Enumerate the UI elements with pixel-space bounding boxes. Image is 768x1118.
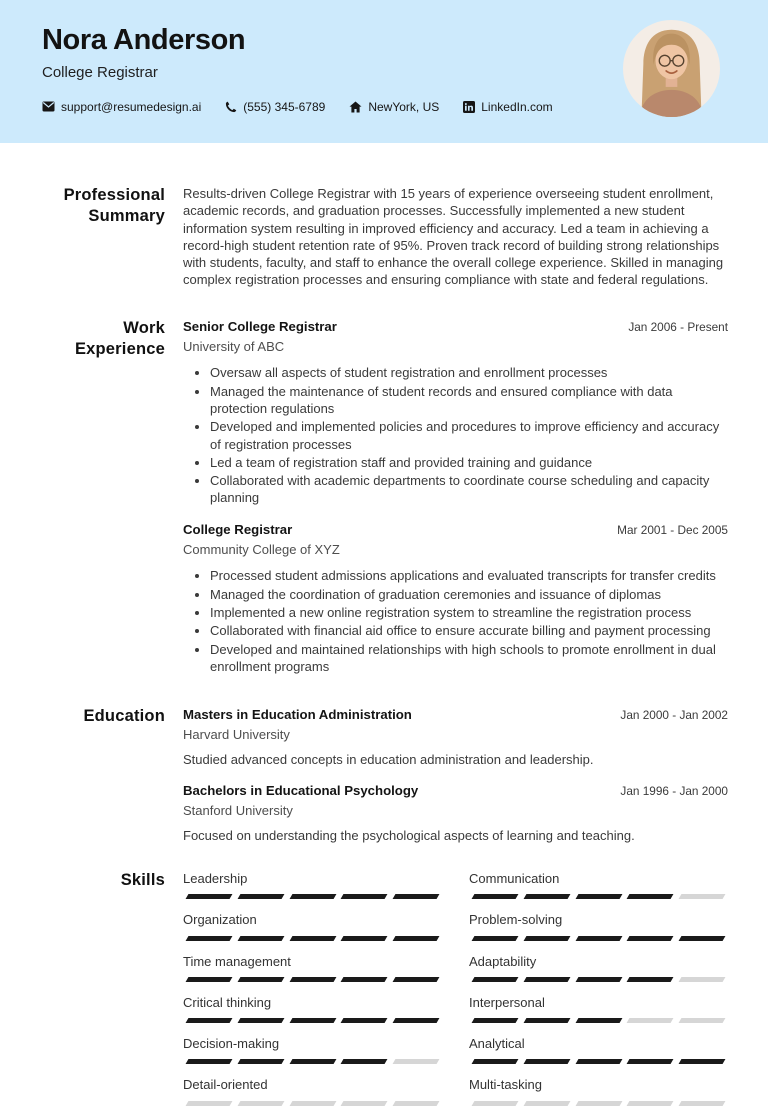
- skill-bar: [183, 1018, 442, 1023]
- skill-name: Organization: [183, 912, 257, 928]
- skill-item: [183, 870, 442, 899]
- profile-photo: [623, 20, 720, 117]
- job-bullet: • Led a team of registration staff and provided training and guidance: [210, 454, 728, 471]
- skill-segment: [627, 977, 674, 982]
- contact-phone[interactable]: [225, 100, 325, 114]
- skill-segment: [627, 1059, 674, 1064]
- skill-segment: [341, 1059, 388, 1064]
- skill-name: Adaptability: [469, 953, 537, 969]
- resume-header: [0, 0, 768, 143]
- job-entry: [183, 521, 728, 675]
- job-bullet-list: [183, 364, 728, 506]
- contact-text: LinkedIn.com: [481, 99, 553, 114]
- skill-bar: [469, 894, 728, 899]
- skill-name: Decision-making: [183, 1036, 280, 1052]
- skill-segment: [472, 894, 519, 899]
- degree-entry: [183, 706, 728, 768]
- skill-segment: [523, 936, 570, 941]
- job-head-left: [183, 318, 337, 356]
- skill-segment: [393, 936, 440, 941]
- job-dates: Mar 2001 - Dec 2005: [617, 522, 728, 537]
- skill-item: [469, 911, 728, 940]
- skill-segment: [289, 1101, 336, 1106]
- skill-segment: [575, 977, 622, 982]
- skill-segment: [472, 936, 519, 941]
- skills-grid: [183, 870, 728, 1118]
- degree-school: Stanford University: [183, 803, 293, 819]
- email-icon: [42, 101, 55, 112]
- skill-segment: [575, 936, 622, 941]
- skill-segment: [289, 1018, 336, 1023]
- skill-item: [469, 994, 728, 1023]
- skill-segment: [393, 1101, 440, 1106]
- skill-segment: [393, 894, 440, 899]
- resume-body: [0, 143, 768, 1118]
- skill-segment: [679, 936, 726, 941]
- skill-bar: [183, 936, 442, 941]
- skill-bar: [469, 1018, 728, 1023]
- contact-text: (555) 345-6789: [243, 99, 326, 114]
- section-work-experience: [40, 318, 728, 676]
- skill-item: [469, 1035, 728, 1064]
- skill-segment: [341, 1018, 388, 1023]
- skills-column: [183, 870, 442, 1118]
- skill-segment: [186, 1018, 233, 1023]
- skill-name: Problem-solving: [469, 912, 563, 928]
- job-head-left: [183, 521, 340, 559]
- skill-segment: [237, 936, 284, 941]
- contact-linkedin[interactable]: [463, 100, 552, 114]
- skill-segment: [186, 1059, 233, 1064]
- skill-segment: [237, 894, 284, 899]
- skill-segment: [393, 1018, 440, 1023]
- skill-segment: [341, 1101, 388, 1106]
- job-bullet: • Managed the coordination of graduation ceremonies and issuance of diplomas: [210, 586, 728, 603]
- skill-name: Time management: [183, 953, 291, 969]
- skill-segment: [186, 894, 233, 899]
- skill-item: [469, 953, 728, 982]
- skill-segment: [341, 936, 388, 941]
- job-entry-head: [183, 521, 728, 559]
- skill-segment: [523, 894, 570, 899]
- skill-item: [183, 953, 442, 982]
- job-title: College Registrar: [183, 521, 293, 537]
- job-bullet-list: [183, 567, 728, 675]
- skill-segment: [679, 1101, 726, 1106]
- section-heading-education: Education: [83, 707, 165, 726]
- skill-segment: [472, 1018, 519, 1023]
- skill-segment: [393, 977, 440, 982]
- job-title: Senior College Registrar: [183, 318, 337, 334]
- degree-entry: [183, 782, 728, 844]
- skill-segment: [523, 977, 570, 982]
- home-icon: [349, 101, 362, 113]
- degree-dates: Jan 2000 - Jan 2002: [620, 708, 728, 723]
- skill-segment: [679, 1018, 726, 1023]
- skill-segment: [289, 936, 336, 941]
- skill-bar: [469, 1101, 728, 1106]
- skill-segment: [289, 894, 336, 899]
- section-heading-work: Work Experience: [74, 318, 165, 358]
- skill-item: [183, 994, 442, 1023]
- skill-bar: [183, 1059, 442, 1064]
- contact-text: support@resumedesign.ai: [61, 99, 202, 114]
- skill-segment: [237, 1101, 284, 1106]
- skill-name: Analytical: [469, 1036, 525, 1052]
- skill-segment: [575, 1101, 622, 1106]
- skill-item: [469, 1076, 728, 1105]
- skill-item: [183, 1035, 442, 1064]
- skill-segment: [186, 936, 233, 941]
- job-bullet: • Developed and implemented policies and procedures to improve efficiency and accuracy of registration processes: [210, 418, 728, 453]
- section-summary: [40, 185, 728, 289]
- job-entry-head: [183, 318, 728, 356]
- skill-segment: [237, 1018, 284, 1023]
- job-bullet: • Processed student admissions applications and evaluated transcripts for transfer credits: [210, 567, 728, 584]
- skill-segment: [523, 1059, 570, 1064]
- skill-bar: [469, 977, 728, 982]
- skill-bar: [183, 977, 442, 982]
- skill-segment: [186, 1101, 233, 1106]
- summary-text: Results-driven College Registrar with 15 years of experience overseeing student enrollment, academic records, and graduation processes. Successfully implemented a new student information system resulting in improved efficiency and accuracy. Led a team in achieving a record-high student retention rate of 95%. Proven track record of building strong relationships with students, faculty, and staff to enhance the overall college experience. Skilled in managing complex registration processes and ensuring compliance with state and federal regulations.: [183, 186, 724, 288]
- skill-segment: [575, 1059, 622, 1064]
- job-bullet: • Collaborated with financial aid office to ensure accurate billing and payment processing: [210, 622, 728, 639]
- skill-name: Communication: [469, 870, 560, 886]
- skill-name: Interpersonal: [469, 994, 545, 1010]
- section-heading-summary: Professional Summary: [63, 186, 165, 226]
- degree-description: Focused on understanding the psychological aspects of learning and teaching.: [183, 827, 635, 843]
- person-job-title: College Registrar: [42, 63, 158, 81]
- contact-email[interactable]: [42, 100, 201, 114]
- degree-title: Masters in Education Administration: [183, 707, 412, 723]
- degree-title: Bachelors in Educational Psychology: [183, 783, 419, 799]
- job-bullet: • Developed and maintained relationships with high schools to promote enrollment in dual enrollment programs: [210, 641, 728, 676]
- skill-name: Leadership: [183, 870, 248, 886]
- job-dates: Jan 2006 - Present: [628, 319, 728, 334]
- skill-segment: [627, 1018, 674, 1023]
- skill-bar: [469, 936, 728, 941]
- skill-segment: [289, 1059, 336, 1064]
- skill-segment: [237, 977, 284, 982]
- skill-segment: [679, 977, 726, 982]
- skill-segment: [627, 1101, 674, 1106]
- linkedin-icon: [463, 101, 475, 113]
- job-company: University of ABC: [183, 339, 285, 355]
- skill-name: Multi-tasking: [469, 1077, 542, 1093]
- degree-entry-head: [183, 782, 728, 820]
- job-bullet: • Collaborated with academic departments to coordinate course scheduling and capacity planning: [210, 472, 728, 507]
- section-education: [40, 706, 728, 844]
- skill-segment: [472, 1101, 519, 1106]
- skill-segment: [393, 1059, 440, 1064]
- degree-school: Harvard University: [183, 727, 290, 743]
- skill-item: [183, 911, 442, 940]
- skill-segment: [523, 1101, 570, 1106]
- section-heading-skills: Skills: [120, 870, 165, 889]
- skill-name: Critical thinking: [183, 994, 272, 1010]
- skill-bar: [183, 1101, 442, 1106]
- skill-item: [183, 1076, 442, 1105]
- skill-segment: [472, 977, 519, 982]
- skills-column: [469, 870, 728, 1118]
- skill-segment: [627, 936, 674, 941]
- person-name: Nora Anderson: [42, 24, 246, 56]
- degree-dates: Jan 1996 - Jan 2000: [620, 784, 728, 799]
- skill-segment: [472, 1059, 519, 1064]
- degree-entry-head: [183, 706, 728, 744]
- skill-segment: [186, 977, 233, 982]
- job-bullet: • Managed the maintenance of student records and ensured compliance with data protection regulations: [210, 383, 728, 418]
- contact-text: NewYork, US: [368, 99, 440, 114]
- job-company: Community College of XYZ: [183, 542, 340, 558]
- skill-segment: [523, 1018, 570, 1023]
- skill-segment: [575, 894, 622, 899]
- section-skills: [40, 870, 728, 1118]
- degree-head-left: [183, 782, 418, 820]
- skill-segment: [679, 894, 726, 899]
- job-bullet: • Implemented a new online registration system to streamline the registration process: [210, 604, 728, 621]
- contact-home[interactable]: [349, 100, 439, 114]
- avatar-illustration: [623, 20, 720, 117]
- skill-bar: [469, 1059, 728, 1064]
- skill-segment: [289, 977, 336, 982]
- skill-segment: [237, 1059, 284, 1064]
- degree-head-left: [183, 706, 412, 744]
- job-bullet: • Oversaw all aspects of student registration and enrollment processes: [210, 364, 728, 381]
- skill-segment: [341, 894, 388, 899]
- skill-segment: [341, 977, 388, 982]
- job-entry: [183, 318, 728, 507]
- skill-segment: [627, 894, 674, 899]
- skill-segment: [679, 1059, 726, 1064]
- skill-bar: [183, 894, 442, 899]
- phone-icon: [225, 101, 237, 113]
- skill-item: [469, 870, 728, 899]
- degree-description: Studied advanced concepts in education administration and leadership.: [183, 751, 594, 767]
- skill-name: Detail-oriented: [183, 1077, 268, 1093]
- skill-segment: [575, 1018, 622, 1023]
